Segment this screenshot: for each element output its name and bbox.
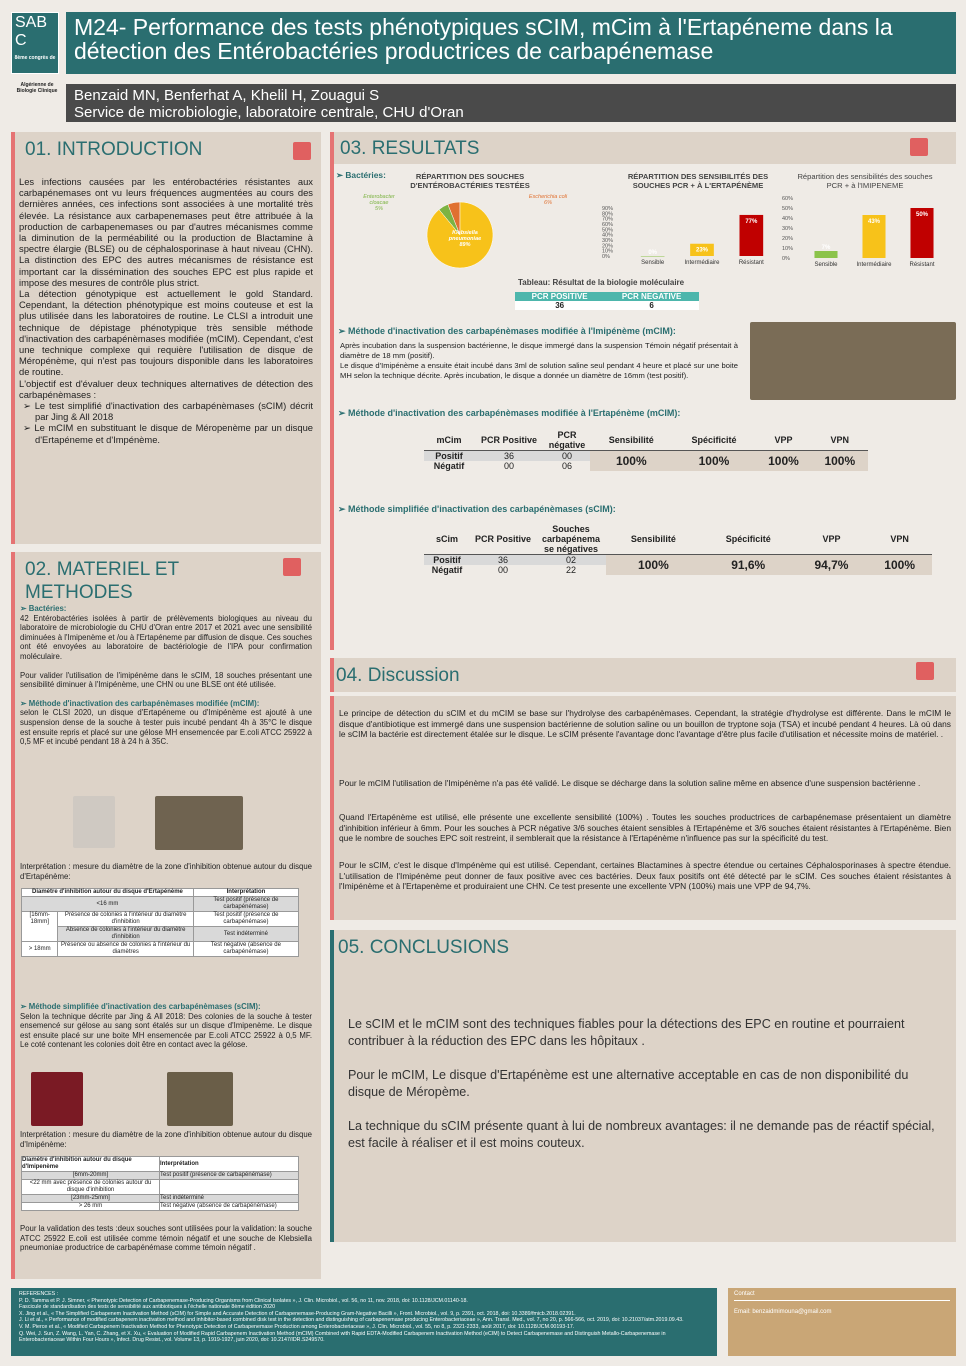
x-category-label: Intermédiaire bbox=[856, 262, 892, 268]
y-tick-label: 20% bbox=[602, 243, 614, 250]
y-tick-label: 60% bbox=[782, 196, 794, 202]
y-tick-label: 60% bbox=[602, 222, 614, 228]
ertapenem-interpretation-table: Diamètre d'inhibition autour du disque d'Ertapénème Interprétation <16 mm Test positif (présence de carbapénémase) [16mm-18mm] Présence de colonies à l'intérieur du diamètre d'inhibition Test positif (présence de carbapénémase) Absence de colonies à l'intérieur du diamètre d'inhibition Test indéterminé > 18mm Présence ou absence de colonies à l'intérieur du diamètres Test négative (absence de carbapénémase) bbox=[21, 888, 299, 957]
methods-scim-heading: ➢ Méthode simplifiée d'inactivation des carbapénèmases (sCIM): bbox=[20, 1002, 261, 1011]
bar-value-label: 23% bbox=[695, 247, 709, 254]
pipette-photo bbox=[73, 796, 115, 848]
discussion-paragraph-1: Le principe de détection du sCIM et du mCIM se base sur l'hydrolyse des carbapénèmases. Cependant, la stratégie d'hydrolyse est différente. Dans le mCIM le disque d'antibiotique est immergé dans une suspension bactérienne de solution saline ou un bouillon de tryptone soja (TSA) et incubé pendant 4 heures. Là où dans le sCIM la bactérie est directement étalée sur le disque. Le sCIM présente l'avantage donc l'avantage d'être plus facile d'utilisation et nécessite moins de matériel. . bbox=[339, 708, 951, 739]
x-category-label: Résistant bbox=[909, 262, 935, 268]
results-bacteria-label: ➢ Bactéries: bbox=[336, 170, 386, 180]
affiliation: Service de microbiologie, laboratoire centrale, CHU d'Oran bbox=[74, 104, 464, 121]
logo-subtext: Algérienne de Biologie Clinique bbox=[16, 82, 58, 94]
mcim-imipenem-text: Après incubation dans la suspension bactérienne, le disque immergé dans la suspension Témoin négatif présentait à diamètre de 18 mm (positif). Le disque d'Imipénème a ensuite était incubé dans 3ml de solution saline seul pendant 4 heure et placé sur une boite MH selon la technique décrite. Après incubation, le disque a donnée un diamètre de 16mm (test positif). bbox=[340, 341, 738, 380]
methods-validation-final: Pour la validation des tests :deux souches sont utilisées pour la validation: la souche ATCC 25922 E.coli est utilisée comme témoin négatif et une souche de Klebsiella pneumoniae productrice de carbapénémase comme témoin négatif . bbox=[20, 1224, 312, 1253]
y-tick-label: 70% bbox=[602, 216, 614, 223]
discussion-title: 04. Discussion bbox=[336, 665, 460, 686]
y-tick-label: 10% bbox=[602, 248, 614, 255]
petri-dish-photo-1 bbox=[155, 796, 243, 850]
methods-interpretation-2: Interprétation : mesure du diamètre de la zone d'inhibition obtenue autour du disque d'Imipénème: bbox=[20, 1130, 312, 1149]
pie-chart-title: RÉPARTITION DES SOUCHES D'ENTÉROBACTÉRIES TESTÉES bbox=[410, 172, 530, 190]
methods-body-2 bbox=[20, 1002, 312, 1050]
intro-body bbox=[19, 176, 313, 445]
logo-text-1: SAB bbox=[15, 14, 48, 31]
bookshelf-icon bbox=[916, 662, 934, 680]
y-tick-label: 40% bbox=[782, 216, 794, 222]
bar-value-label: 0% bbox=[648, 250, 658, 256]
pie-label-klebsiella: Klebsiella pneumoniae 89% bbox=[448, 230, 482, 248]
y-tick-label: 50% bbox=[782, 206, 794, 212]
bar-value-label: 77% bbox=[745, 218, 758, 225]
intro-bullet-1: ➢ Le test simplifié d'inactivation des carbapénèmases (sCIM) décrit par Jing & All 2018 bbox=[23, 400, 313, 423]
discussion-title-bar bbox=[330, 658, 956, 692]
test-tubes-icon bbox=[283, 558, 301, 576]
discussion-paragraph-2: Pour le mCIM l'utilisation de l'Imipénème n'a pas été validé. Le disque se décharge dans la solution saline même en absence d'une suspension bactérienne . bbox=[339, 778, 921, 788]
y-tick-label: 30% bbox=[602, 238, 614, 244]
molecular-table-title: Tableau: Résultat de la biologie moléculaire bbox=[518, 278, 685, 287]
scim-heading: ➢ Méthode simplifiée d'inactivation des carbapénèmases (sCIM): bbox=[338, 504, 616, 514]
intro-paragraph-3: L'objectif est d'évaluer deux techniques alternatives de détection des carbapénèmases : bbox=[19, 377, 313, 400]
intro-paragraph-1: Les infections causées par les entérobactéries résistantes aux carbapénemases ont vu leurs fréquences augmentées au cours des dernières années, ces infections sont associées à une mortalité très élevée. La résistance aux carbapenemases peut être attribuée à la production de carbapenemases ou par d'autres mécanismes comme la diminution de la perméabilité ou la production de Blactamine à spectre élargie (BLSE) ou de céphalosporinase à haut niveau (CHN). La distinction des EPC des autres mécanismes de résistance est important car la dissémination des souches EPC est plus rapide et impose des mesures de contrôle plus strict. bbox=[19, 176, 313, 288]
y-tick-label: 40% bbox=[602, 232, 614, 239]
authors: Benzaid MN, Benferhat A, Khelil H, Zouagui S bbox=[74, 87, 380, 104]
bar-value-label: 43% bbox=[867, 219, 881, 225]
imipenem-interpretation-table: Diamètre d'inhibition autour du disque d'Imipenème Interprétation [6mm-20mm] Test positif (présence de carbapénémase) <22 mm avec présence de colonies autour du disque d'inhibition [23mm-25mm] Test indéterminé > 26 mm Test négative (absence de carbapénémase) bbox=[21, 1156, 299, 1211]
results-title: 03. RESULTATS bbox=[340, 138, 480, 159]
author-bar bbox=[66, 84, 956, 122]
methods-title: 02. MATERIEL ET METHODES bbox=[25, 559, 180, 603]
y-tick-label: 10% bbox=[782, 246, 794, 252]
conclusion-3: La technique du sCIM présente quant à lui de nombreux avantages: il ne demande pas de réactif spécial, est facile à réaliser et il est moins couteux. bbox=[348, 1119, 935, 1150]
bar-chart-2-title: Répartition des sensibilités des souches PCR + à l'IMIPENEME bbox=[797, 172, 933, 190]
x-category-label: Intermédiaire bbox=[684, 260, 720, 266]
methods-bacteria-heading: ➢ Bactéries: bbox=[20, 604, 67, 613]
mcim-imipenem-heading: ➢ Méthode d'inactivation des carbapénèmases modifiée à l'Imipénème (mCIM): bbox=[338, 326, 676, 336]
conclusion-1: Le sCIM et le mCIM sont des techniques fiables pour la détections des EPC en routine et pourraient contribuer à la réduction des EPC dans les hôpitaux . bbox=[348, 1017, 905, 1048]
y-tick-label: 80% bbox=[602, 211, 614, 218]
y-tick-label: 0% bbox=[782, 256, 790, 262]
mcim-results-table: mCim PCR Positive PCR négative Sensibilité Spécificité VPP VPN Positif 36 00 100% 100% 100% 100% Négatif 00 06 bbox=[424, 430, 868, 471]
bar-chart-imipenem bbox=[780, 194, 950, 268]
bar-chart-ertapenem bbox=[600, 204, 780, 266]
intro-bullet-2: ➢ Le mCIM en substituant le disque de Méropenème par un disque d'Ertapéneme et d'Impénème. bbox=[23, 422, 313, 445]
molecular-table: PCR POSITIVE PCR NEGATIVE 36 6 bbox=[515, 292, 699, 310]
x-category-label: Résistant bbox=[738, 260, 764, 266]
blood-agar-photo bbox=[31, 1072, 83, 1126]
bar bbox=[814, 251, 837, 258]
bar-chart-1-title: RÉPARTITION DES SENSIBILITÉS DES SOUCHES PCR + À L'ERTAPÉNÈME bbox=[627, 172, 769, 190]
pie-label-ecoli: Escherichia coli 6% bbox=[528, 194, 568, 206]
conclusions-title: 05. CONCLUSIONS bbox=[338, 937, 510, 958]
y-tick-label: 20% bbox=[782, 236, 794, 242]
conclusions-panel bbox=[330, 930, 956, 1242]
methods-panel bbox=[11, 552, 321, 1279]
poster-title: M24- Performance des tests phénotypiques sCIM, mCim à l'Ertapéneme dans la détection des Entérobactéries productrices de carbapénemase bbox=[66, 12, 956, 74]
conclusion-2: Pour le mCIM, Le disque d'Ertapénème est une alternative acceptable en cas de non disponibilité du disque de Méropème. bbox=[348, 1068, 909, 1099]
mcim-imipenem-photo bbox=[750, 322, 956, 400]
y-tick-label: 50% bbox=[602, 227, 614, 234]
discussion-paragraph-4: Pour le sCIM, c'est le disque d'Impénème qui est utilisé. Cependant, certaines Blactamines à spectre étendue ou certaines Céphalosporinases à spectre étendue. L'utilisation de l'Imipénème peut donner de faux positive avec ces bactéries. Deux faux positifs ont été détecté par le sCIM. Ces souches étaient résistantes à l'Imipénème et à l'Ertapenème et produiraient une CHN. Ce test presente une excellente VPN (100%) mais une VPP de 94,7%. bbox=[339, 860, 951, 891]
results-title-bar bbox=[330, 132, 956, 164]
results-panel bbox=[330, 164, 956, 650]
pie-label-enterobacter: Enterobacter cloacae 5% bbox=[363, 194, 395, 212]
bar-value-label: 7% bbox=[821, 245, 831, 251]
x-category-label: Sensible bbox=[641, 260, 665, 266]
y-tick-label: 30% bbox=[782, 226, 794, 232]
bar bbox=[641, 256, 665, 257]
methods-mcim-heading: ➢ Méthode d'inactivation des carbapénèmases modifiée (mCIM): bbox=[20, 698, 260, 708]
conclusions-body bbox=[348, 1016, 940, 1152]
y-tick-label: 90% bbox=[602, 206, 614, 212]
mcim-ertapenem-heading: ➢ Méthode d'inactivation des carbapénèmases modifiée à l'Ertapénème (mCIM): bbox=[338, 408, 681, 418]
scim-results-table: sCim PCR Positive Souches carbapénema se négatives Sensibilité Spécificité VPP VPN Positif 36 02 100% 91,6% 94,7% 100% Négatif 00 22 bbox=[424, 524, 932, 575]
logo-text-3: 8ème congrès de bbox=[14, 55, 56, 61]
x-category-label: Sensible bbox=[814, 262, 838, 268]
contact-email[interactable]: Email: benzaidmimouna@gmail.com bbox=[734, 1300, 950, 1315]
intro-panel bbox=[11, 132, 321, 544]
y-tick-label: 0% bbox=[602, 254, 610, 260]
intro-title: 01. INTRODUCTION bbox=[25, 139, 203, 160]
books-icon bbox=[910, 138, 928, 156]
methods-validation-text: Pour valider l'utilisation de l'imipénème dans le sCIM, 18 souches présentant une sensibilité diminuer à l'Imipénème, une CHN ou une BLSE ont été utilisée. bbox=[20, 670, 312, 690]
methods-interpretation-1: Interprétation : mesure du diamètre de la zone d'inhibition obtenue autour du disque d'Ertapénème: bbox=[20, 862, 312, 881]
methods-scim-text: Selon la technique décrite par Jing & All 2018: Des colonies de la souche à tester ensemencé sur gélose au sang sont étalés sur un disque d'Imipenème. Le disque est ensuite placé sur une boite MH ensemencée par E.coli ATCC 25922 à 0,5 MF. Le coté contenant les colonies doit être en contact avec la gélose. bbox=[20, 1011, 312, 1050]
bar-value-label: 50% bbox=[915, 212, 929, 218]
logo-text-2: C bbox=[15, 32, 27, 49]
petri-dish-photo-2 bbox=[167, 1072, 233, 1126]
book-icon bbox=[293, 142, 311, 160]
methods-body-1 bbox=[20, 604, 312, 747]
methods-bacteria-text: 42 Entérobactéries isolées à partir de prélèvements biologiques au niveau du laboratoire de microbiologie du CHU d'Oran entre 2017 et 2021 avec une sensibilité diminuées à l'Imipenème et /ou à l'Ertapéneme par diffusion de disque. Ces souches ont été envoyées au laboratoire de bactériologie de l'IPA pour confirmation moléculaire. bbox=[20, 613, 312, 661]
methods-mcim-text: selon le CLSI 2020, un disque d'Ertapéneme ou d'Imipénème est ajouté à une suspension dense de la souche à tester puis incubé pendant 4h à 35°C le disque est ensuite repris et placé sur une gélose MH ensemencée par E.coli ATCC 25922 à 0,5 MF et incubé pendant 18 à 24 h à 35C. bbox=[20, 708, 312, 747]
contact-label: Contact bbox=[734, 1291, 755, 1297]
congress-logo bbox=[11, 12, 59, 74]
intro-paragraph-2: La détection génotypique est actuellement le gold Standard. Cependant, la détection phénotypique est moins couteuse et est la plus utilisée dans les laboratoires de routine. Le CLSI a introduit une technique de dépistage phénotypique très sensible méthode d'inactivation des carbapénèmases modifiée (mCIM). Cependant, c'est une technique complexe qui requière l'utilisation de disque de Méropénème, qui n'est pas toujours disponible dans les laboratoires de routine. bbox=[19, 288, 313, 378]
contact-box bbox=[728, 1288, 956, 1356]
discussion-paragraph-3: Quand l'Ertapénème est utilisé, elle présente une excellente sensibilité (100%) . Toutes les souches productrices de carbapénemase présentaient un diamètre d'inhibition inférieur à 6mm. Pour les souches à PCR négative 3/6 souches étaient sensibles à l'Ertapénème et 3/6 souches étaient résistantes à l'Ertapénème. Bien que le nombre de souches EPC soit restreint, il semblerait que la résistance à l'Ertapénème n'influence pas sur la spécificité du test. bbox=[339, 812, 951, 843]
references: REFERENCES : P. D. Tamma et P. J. Simner, « Phenotypic Detection of Carbapenemase-Producing Organisms from Clinical Isolates », J. Clin. Microbiol., vol. 56, no 11, nov. 2018, doi: 10.1128/JCM.01140-18. Fascicule de standardisation des tests de sensibilité aux antibiotiques à l'échelle nationale 8ème édition 2020 X. Jing et al., « The Simplified Carbapenem Inactivation Method (sCIM) for Simple and Accurate Detection of Carbapenemase-Producing Gram-Negative Bacilli », Front. Microbiol., vol. 9, p. 2391, oct. 2018, doi: 10.3389/fmicb.2018.02391. J. Li et al., « Performance of modified carbapenem inactivation method and inhibitor-based combined disk test in the detection and distinguishing of carbapenemase producing Enterobacteriaceae », Ann. Transl. Med., vol. 7, no 20, p. 566-566, oct. 2019, doi: 10.21037/atm.2019.09.43. V. M. Pierce et al., « Modified Carbapenem Inactivation Method for Phenotypic Detection of Carbapenemase Production among Enterobacteriaceae », J. Clin. Microbiol., vol. 55, no 8, p. 2321-2333, août 2017, doi: 10.1128/JCM.00193-17. Q. Wei, J. Sun, Z. Wang, L. Yan, C. Zhang, et X. Xu, « Evaluation of Modified Rapid Carbapenem Inactivation Method (mCIM) Combined with Rapid EDTA-Modified Carbapenem Inactivation Method (eCIM) to Detect Carbapenemase and Distinguish Metallo-Carbapenemase in Enterobacteriaceae Within Four Hours », Infect. Drug Resist., vol. Volume 13, p. 1919-1927, juin 2020, doi: 10.2147/IDR.S249570. bbox=[11, 1288, 717, 1356]
